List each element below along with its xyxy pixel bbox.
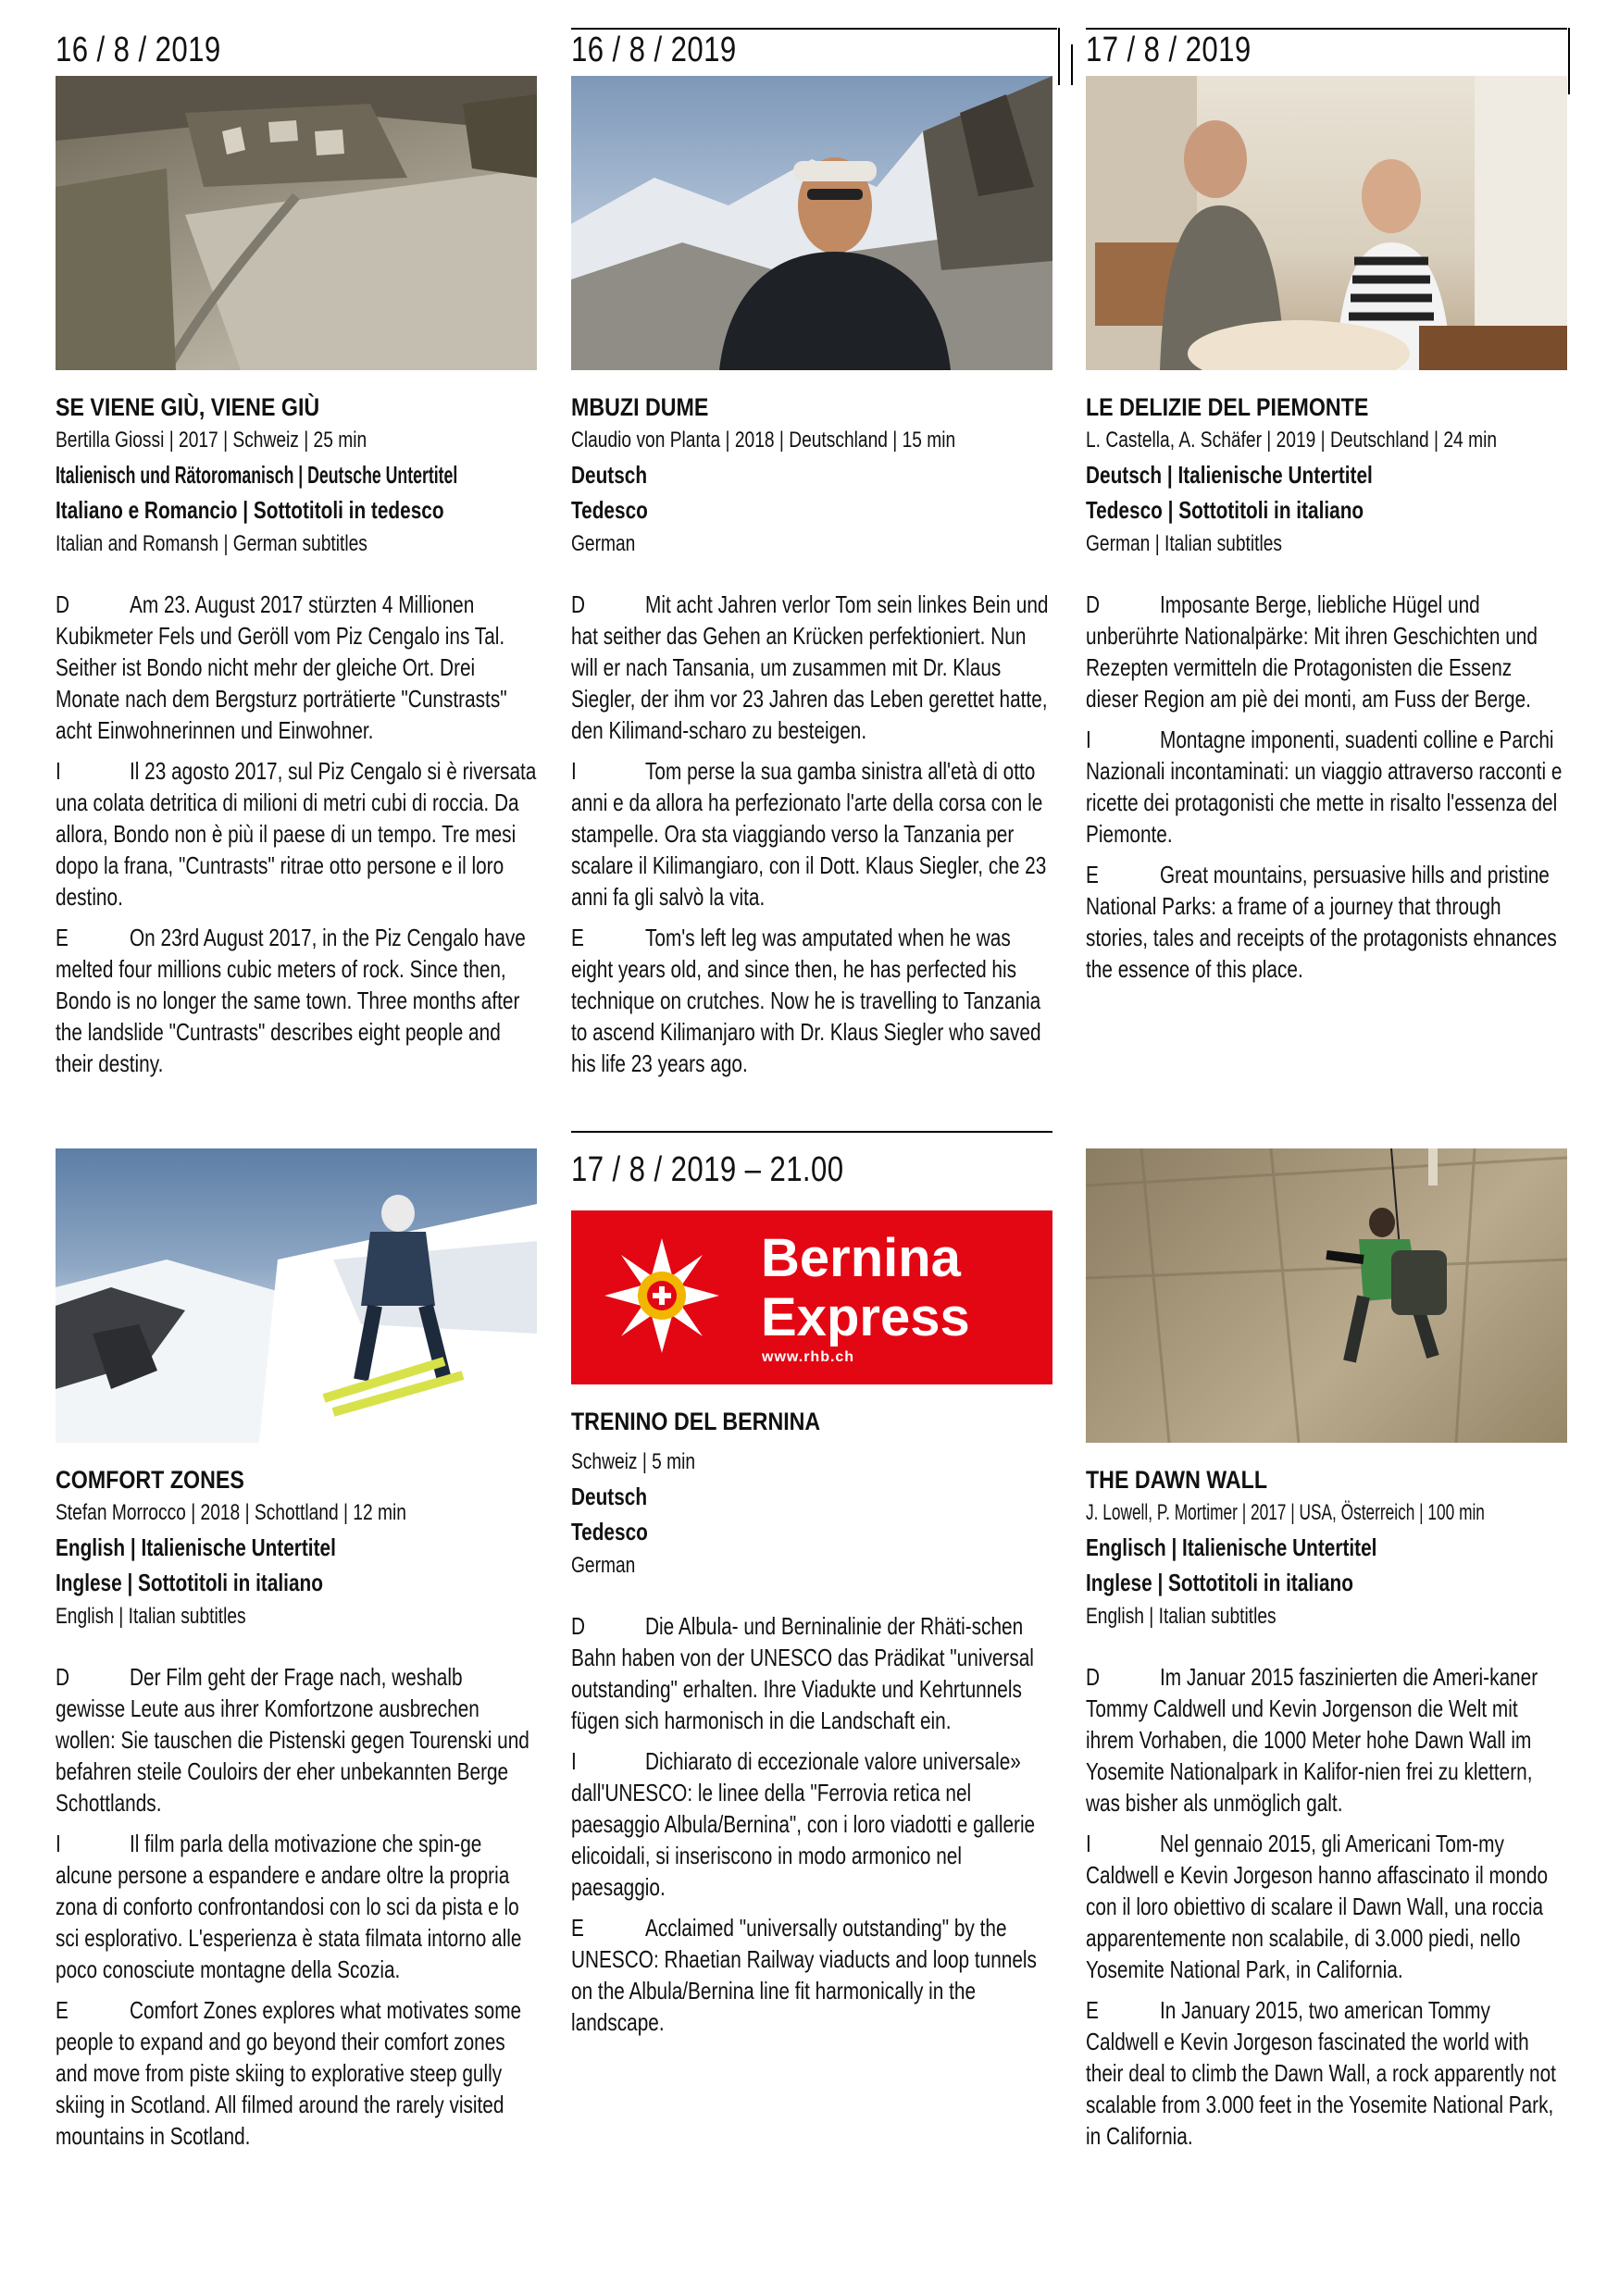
header-divider (1568, 28, 1570, 94)
lang-letter: E (1086, 861, 1099, 888)
film-card-le-delizie-del-piemonte (1086, 28, 1567, 994)
lang-letter: D (571, 590, 586, 618)
language-de: Deutsch (571, 1483, 648, 1510)
lang-letter: E (571, 1914, 584, 1942)
film-still-photo (571, 76, 1052, 370)
language-de: Englisch | Italienische Untertitel (1086, 1533, 1377, 1561)
lang-letter: D (56, 590, 70, 618)
header-divider (1058, 28, 1060, 85)
description-it: I Il film parla della motivazione che spin-ge alcune persone a espandere e andare oltre la propria zona di conforto confrontandosi con lo sci da pista e lo sci esplorativo. L'esperienza è stata filmata intorno alle poco conosciute montagne della Scozia. (56, 1830, 522, 1983)
lang-letter: I (571, 757, 577, 785)
bernina-express-logo (571, 1210, 1052, 1384)
film-card-trenino-del-bernina (571, 1148, 1052, 2047)
screening-date: 17 / 8 / 2019 – 21.00 (571, 1150, 844, 1189)
language-de: Deutsch (571, 461, 648, 489)
film-credits: Stefan Morrocco | 2018 | Schottland | 12 min (56, 1500, 406, 1525)
description-de: D Die Albula- und Berninalinie der Rhäti-schen Bahn haben von der UNESCO das Prädikat "universal outstanding" erhalten. Ihre Viadukte und Kehrtunnels fügen sich harmonisch in die Landschaft ein. (571, 1612, 1034, 1734)
logo-text: Bernina Express (761, 1228, 970, 1347)
header-divider (1071, 44, 1073, 85)
description-it: I Dichiarato di eccezionale valore universale» dall'UNESCO: le linee della "Ferrovia retica nel paesaggio Albula/Bernina", con i loro viadotti e gallerie elicoidali, si inseriscono in modo armonico nel paesaggio. (571, 1747, 1036, 1901)
lang-letter: I (56, 757, 61, 785)
lang-letter: D (1086, 1663, 1101, 1691)
description-en: E Tom's left leg was amputated when he was eight years old, and since then, he has perfected his technique on crutches. Now he is travelling to Tanzania to ascend Kilimanjaro with Dr. Klaus Siegler who saved his life 23 years ago. (571, 924, 1041, 1077)
language-de: Italienisch und Rätoromanisch | Deutsche Untertitel (56, 461, 458, 489)
lang-letter: E (1086, 1996, 1099, 2024)
film-card-se-viene-giu (56, 28, 537, 1088)
film-still-photo (1086, 76, 1567, 370)
language-de: English | Italienische Untertitel (56, 1533, 336, 1561)
film-title: THE DAWN WALL (1086, 1466, 1268, 1494)
lang-letter: E (571, 924, 584, 951)
language-en: English | Italian subtitles (1086, 1604, 1277, 1629)
lang-letter: D (1086, 590, 1101, 618)
lang-letter: I (56, 1830, 61, 1857)
film-still-photo (56, 76, 537, 370)
language-en: English | Italian subtitles (56, 1604, 246, 1629)
lang-letter: I (571, 1747, 577, 1775)
language-it: Tedesco (571, 496, 648, 524)
screening-date: 16 / 8 / 2019 (56, 31, 221, 69)
film-title: LE DELIZIE DEL PIEMONTE (1086, 393, 1369, 421)
film-card-the-dawn-wall (1086, 1134, 1567, 2161)
lang-letter: D (571, 1612, 586, 1640)
language-en: German (571, 531, 636, 556)
film-credits: L. Castella, A. Schäfer | 2019 | Deutschland | 24 min (1086, 428, 1498, 453)
language-en: Italian and Romansh | German subtitles (56, 531, 367, 556)
description-en: E In January 2015, two american Tommy Caldwell e Kevin Jorgeson fascinated the world with their deal to climb the Dawn Wall, a rock apparently not scalable from 3.000 feet in the Yosemite National Park, in California. (1086, 1996, 1556, 2150)
lang-letter: I (1086, 1830, 1091, 1857)
description-en: E On 23rd August 2017, in the Piz Cengalo have melted four millions cubic meters of rock. Since then, Bondo is no longer the same town. Three months after the landslide "Cuntrasts" describes eight people and their destiny. (56, 924, 526, 1077)
language-en: German | Italian subtitles (1086, 531, 1283, 556)
film-card-comfort-zones (56, 1134, 537, 2161)
section-rule (571, 1131, 1052, 1133)
film-title: SE VIENE GIÙ, VIENE GIÙ (56, 393, 320, 421)
lang-letter: E (56, 924, 68, 951)
description-it: I Il 23 agosto 2017, sul Piz Cengalo si è riversata una colata detritica di milioni di metri cubi di roccia. Da allora, Bondo non è più il paese di un tempo. Tre mesi dopo la frana, "Cuntrasts" ritrae otto persone e il loro destino. (56, 757, 537, 911)
description-it: I Tom perse la sua gamba sinistra all'età di otto anni e da allora ha perfezionato l'arte della corsa con le stampelle. Ora sta viaggiando verso la Tanzania per scalare il Kilimangiaro, con il Dott. Klaus Siegler, che 23 anni fa gli salvò la vita. (571, 757, 1047, 911)
film-title: TRENINO DEL BERNINA (571, 1408, 821, 1435)
language-it: Inglese | Sottotitoli in italiano (56, 1569, 323, 1596)
film-credits: J. Lowell, P. Mortimer | 2017 | USA, Österreich | 100 min (1086, 1500, 1485, 1525)
language-it: Tedesco (571, 1518, 648, 1545)
lang-letter: D (56, 1663, 70, 1691)
logo-url: www.rhb.ch (762, 1349, 855, 1365)
screening-date: 16 / 8 / 2019 (571, 31, 737, 69)
description-de: D Am 23. August 2017 stürzten 4 Millionen Kubikmeter Fels und Geröll vom Piz Cengalo ins Tal. Seither ist Bondo nicht mehr der gleiche Ort. Drei Monate nach dem Bergsturz porträtierte "Cunstrasts" acht Einwohnerinnen und Einwohner. (56, 590, 507, 744)
description-it: I Nel gennaio 2015, gli Americani Tom-my Caldwell e Kevin Jorgeson hanno affascinato il mondo con il loro obiettivo di scalare il Dawn Wall, una roccia apparentemente non scalabile, di 3.000 piedi, nello Yosemite National Park, in California. (1086, 1830, 1549, 1983)
film-card-mbuzi-dume (571, 28, 1052, 1088)
description-en: E Acclaimed "universally outstanding" by the UNESCO: Rhaetian Railway viaducts and loop tunnels on the Albula/Bernina line fit harmonically in the landscape. (571, 1914, 1037, 2036)
description-de: D Im Januar 2015 faszinierten die Ameri-kaner Tommy Caldwell und Kevin Jorgenson die Welt mit ihrem Vorhaben, die 1000 Meter hohe Dawn Wall im Yosemite Nationalpark in Kalifor-nien frei zu klettern, was bisher als unmöglich galt. (1086, 1663, 1538, 1817)
film-credits: Bertilla Giossi | 2017 | Schweiz | 25 min (56, 428, 367, 453)
film-still-photo (56, 1148, 537, 1443)
language-it: Inglese | Sottotitoli in italiano (1086, 1569, 1353, 1596)
language-it: Tedesco | Sottotitoli in italiano (1086, 496, 1364, 524)
film-still-photo (1086, 1148, 1567, 1443)
language-it: Italiano e Romancio | Sottotitoli in tedesco (56, 496, 444, 524)
language-en: German (571, 1553, 636, 1578)
film-title: COMFORT ZONES (56, 1466, 244, 1494)
description-en: E Comfort Zones explores what motivates some people to expand and go beyond their comfort zones and move from piste skiing to explorative steep gully skiing in Scotland. All filmed around the rarely visited mountains in Scotland. (56, 1996, 522, 2150)
description-en: E Great mountains, persuasive hills and pristine National Parks: a frame of a journey that through stories, tales and receipts of the protagonists ehnances the essence of this place. (1086, 861, 1557, 983)
screening-date: 17 / 8 / 2019 (1086, 31, 1252, 69)
film-title: MBUZI DUME (571, 393, 709, 421)
description-de: D Der Film geht der Frage nach, weshalb gewisse Leute aus ihrer Komfortzone ausbrechen wollen: Sie tauschen die Pistenski gegen Tourenski und befahren steile Couloirs der eher unbekannten Berge Schottlands. (56, 1663, 529, 1817)
lang-letter: E (56, 1996, 68, 2024)
lang-letter: I (1086, 726, 1091, 753)
film-credits: Schweiz | 5 min (571, 1449, 696, 1474)
description-it: I Montagne imponenti, suadenti colline e Parchi Nazionali incontaminati: un viaggio attraverso racconti e ricette dei protagonisti che mette in risalto l'essenza del Piemonte. (1086, 726, 1563, 848)
language-de: Deutsch | Italienische Untertitel (1086, 461, 1373, 489)
description-de: D Imposante Berge, liebliche Hügel und unberührte Nationalpärke: Mit ihren Geschichten und Rezepten vermitteln die Protagonisten die Essenz dieser Region am piè dei monti, am Fuss der Berge. (1086, 590, 1538, 713)
film-credits: Claudio von Planta | 2018 | Deutschland | 15 min (571, 428, 956, 453)
description-de: D Mit acht Jahren verlor Tom sein linkes Bein und hat seither das Gehen an Krücken perfektioniert. Nun will er nach Tansania, um zusammen mit Dr. Klaus Siegler, der ihm vor 23 Jahren das Leben gerettet hatte, den Kilimand-scharo zu besteigen. (571, 590, 1049, 744)
